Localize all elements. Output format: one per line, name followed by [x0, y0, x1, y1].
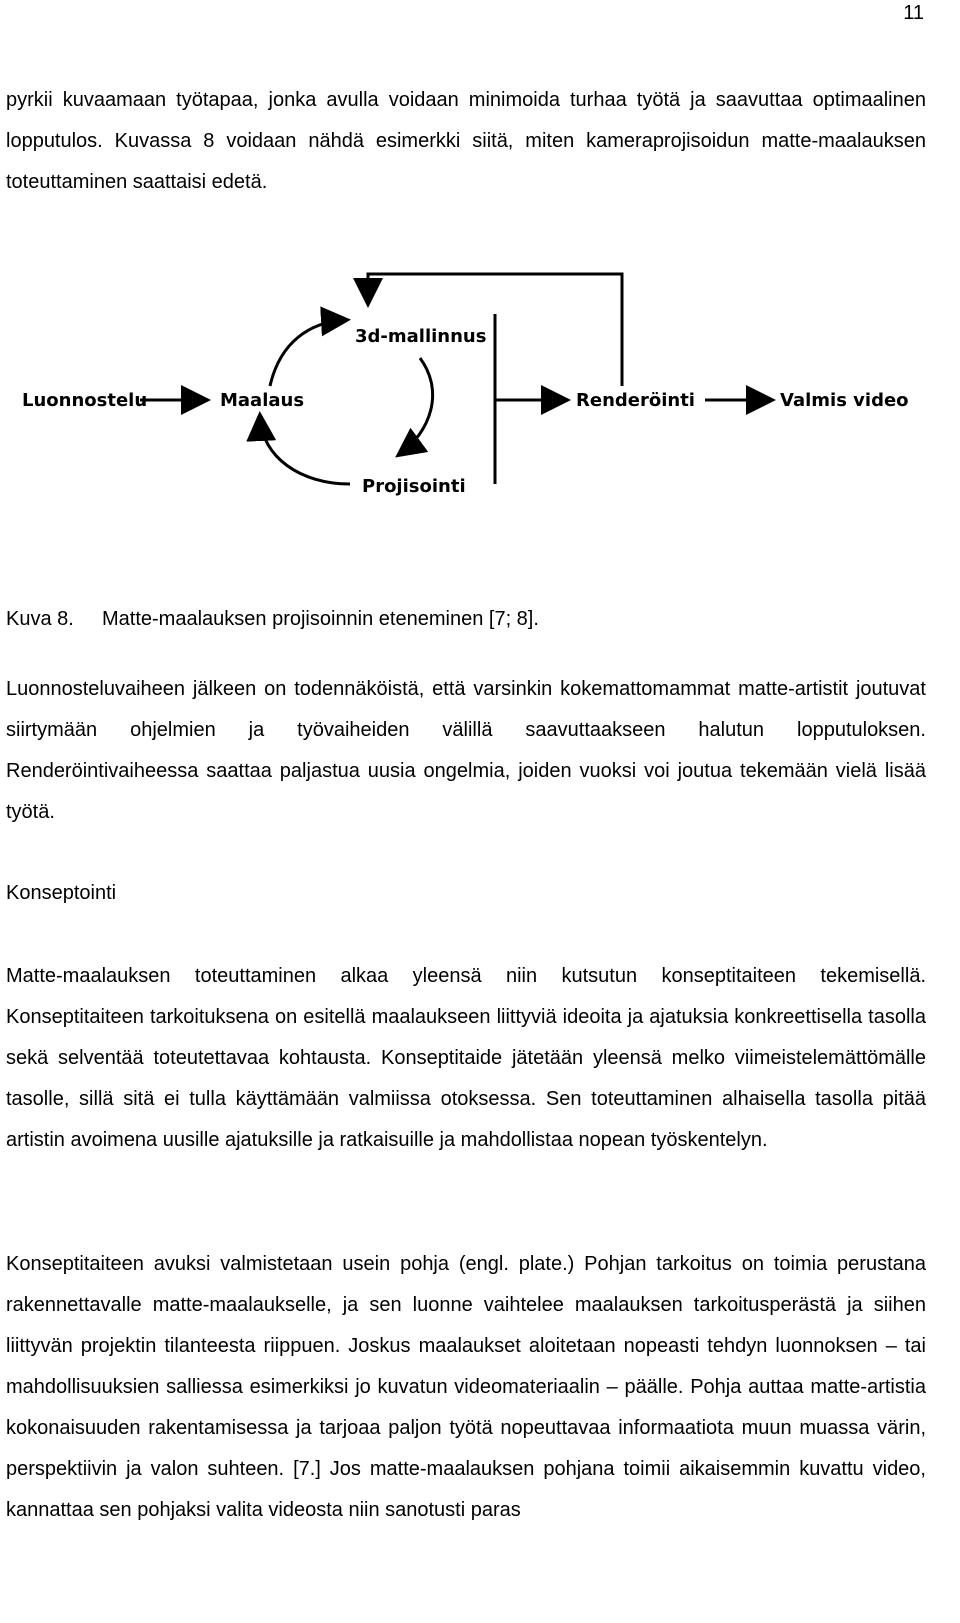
workflow-diagram	[0, 262, 930, 522]
node-renderointi: Renderöinti	[576, 390, 695, 411]
node-valmis-video: Valmis video	[780, 390, 909, 411]
caption-number: Kuva 8.	[6, 608, 74, 630]
node-maalaus: Maalaus	[220, 390, 305, 411]
page-number: 11	[903, 2, 924, 24]
figure-caption	[6, 608, 539, 631]
paragraph-concept-art: Matte-maalauksen toteuttaminen alkaa yleensä niin kutsutun konseptitaiteen tekemisellä. Konseptitaiteen tarkoituksena on esitellä maalaukseen liittyviä ideoita ja ajatuksia konkreettisella tasolla sekä selventää toteutettavaa kohtausta. Konseptitaide jätetään yleensä melko viimeistelemättömälle tasolle, sillä sitä ei tulla käyttämään valmiissa otoksessa. Sen toteuttaminen alhaisella tasolla pitää artistin avoimena uusille ajatuksille ja ratkaisuille ja mahdollistaa nopean työskentelyn.	[6, 965, 926, 1151]
node-luonnostelu: Luonnostelu	[22, 390, 148, 411]
arrow-maalaus-mallinnus	[270, 320, 345, 386]
paragraph-workflow: Luonnosteluvaiheen jälkeen on todennäköistä, että varsinkin kokemattomammat matte-artistit joutuvat siirtymään ohjelmien ja työvaiheiden välillä saavuttaakseen halutun lopputuloksen. Renderöintivaiheessa saattaa paljastua uusia ongelmia, joiden vuoksi voi joutua tekemään vielä lisää työtä.	[6, 678, 926, 823]
node-3d-mallinnus: 3d-mallinnus	[355, 326, 487, 347]
arrow-projisointi-maalaus	[260, 417, 350, 484]
paragraph-plate: Konseptitaiteen avuksi valmistetaan usein pohja (engl. plate.) Pohjan tarkoitus on toimia perustana rakennettavalle matte-maalaukselle, ja sen luonne vaihtelee maalauksen tarkoitusperästä ja siihen liittyvän projektin tilanteesta riippuen. Joskus maalaukset aloitetaan nopeasti tehdyn luonnoksen – tai mahdollisuuksien salliessa esimerkiksi jo kuvatun videomateriaalin – päälle. Pohja auttaa matte-artistia kokonaisuuden rakentamisessa ja tarjoaa paljon työtä nopeuttavaa informaatiota muun muassa värin, perspektiivin ja valon suhteen. [7.] Jos matte-maalauksen pohjana toimii aikaisemmin kuvattu video, kannattaa sen pohjaksi valita videosta niin sanotusti paras	[6, 1253, 926, 1521]
arrow-mallinnus-projisointi	[400, 358, 433, 454]
caption-text: Matte-maalauksen projisoinnin eteneminen [7; 8].	[102, 608, 539, 630]
section-heading: Konseptointi	[6, 882, 117, 904]
node-projisointi: Projisointi	[362, 476, 466, 497]
paragraph-intro: pyrkii kuvaamaan työtapaa, jonka avulla voidaan minimoida turhaa työtä ja saavuttaa optimaalinen lopputulos. Kuvassa 8 voidaan nähdä esimerkki siitä, miten kameraprojisoidun matte-maalauksen toteuttaminen saattaisi edetä.	[6, 89, 926, 193]
